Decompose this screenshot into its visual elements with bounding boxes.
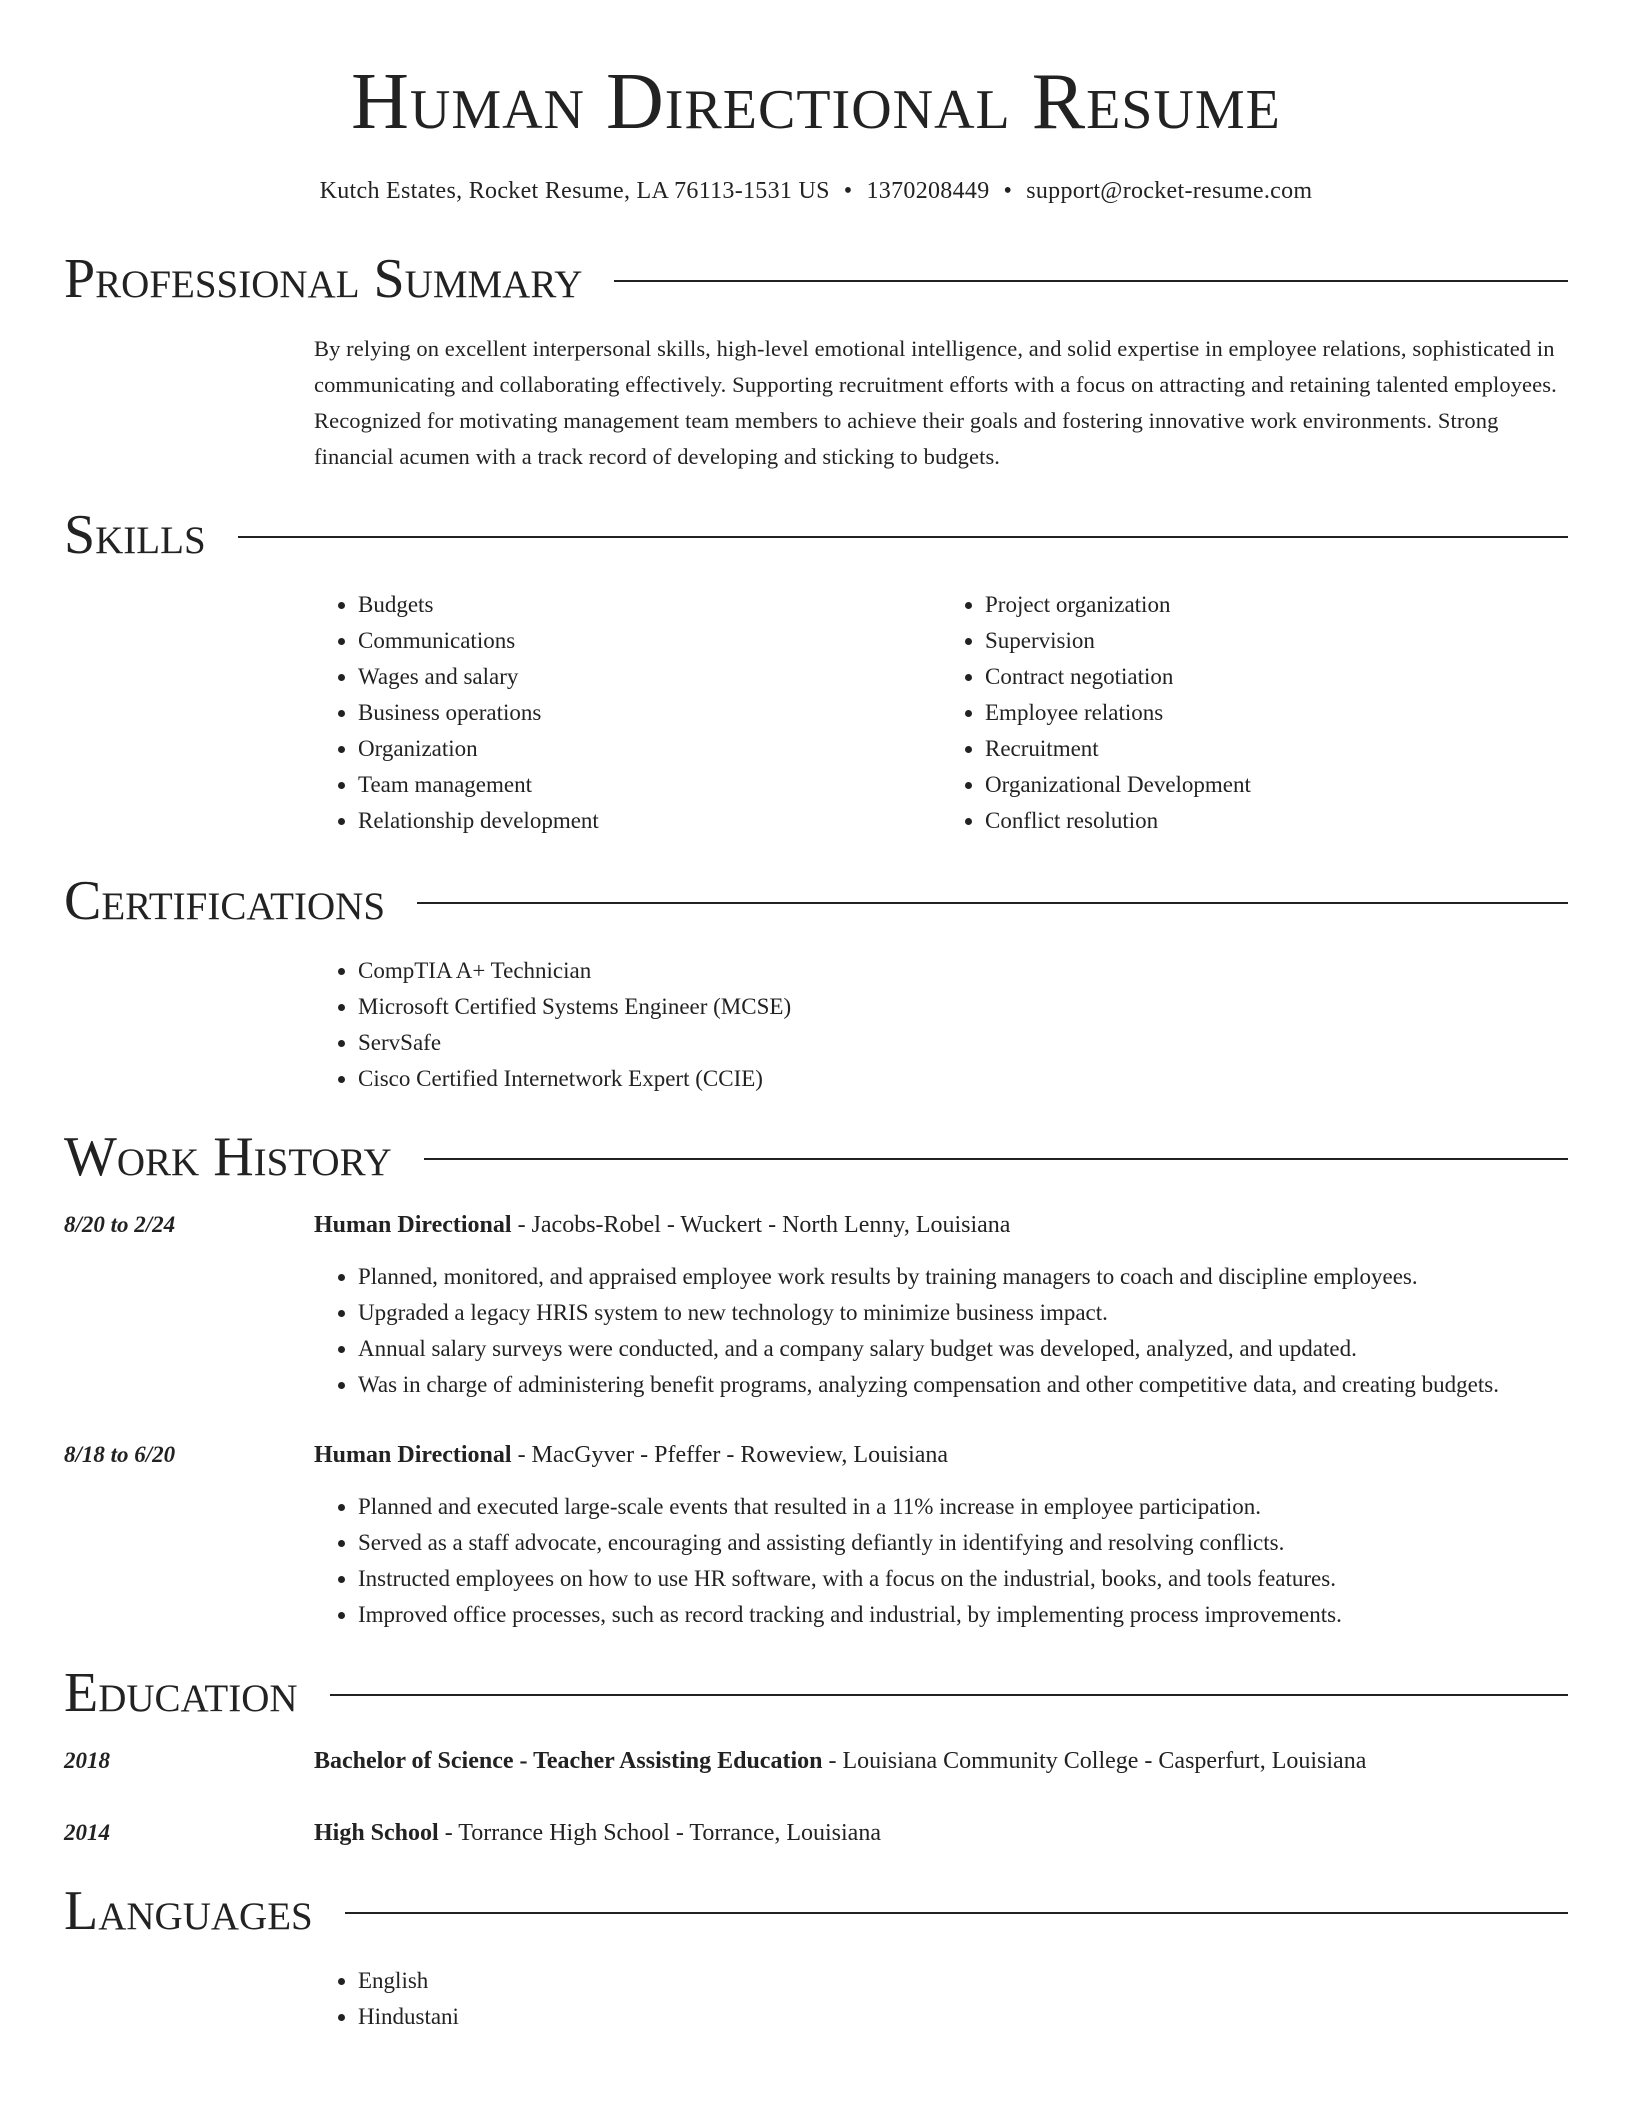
- list-item: • Served as a staff advocate, encouraging and assisting defiantly in identifying and resolving conflicts.: [358, 1525, 1568, 1561]
- education-details: - Torrance High School - Torrance, Louisiana: [438, 1820, 881, 1846]
- list-item: • Supervision: [985, 623, 1568, 659]
- list-item: • Communications: [358, 623, 941, 659]
- summary-text: By relying on excellent interpersonal skills, high-level emotional intelligence, and solid expertise in employee relations, sophisticated in communicating and collaborating effectively. Supporting recruitment efforts with a focus on attracting and retaining talented employees. Recognized for motivating management team members to achieve their goals and fostering innovative work environments. Strong financial acumen with a track record of developing and sticking to budgets.: [314, 336, 1557, 469]
- list-item: • CompTIA A+ Technician: [358, 953, 1568, 989]
- list-item: • Instructed employees on how to use HR software, with a focus on the industrial, books, and tools features.: [358, 1561, 1568, 1597]
- list-item: • Contract negotiation: [985, 659, 1568, 695]
- education-entry: [64, 1815, 1568, 1851]
- education-line: [314, 1743, 1366, 1779]
- job-title: Human Directional: [314, 1212, 512, 1238]
- section-heading: Certifications: [64, 870, 386, 932]
- job-title-line: [314, 1437, 948, 1473]
- education-section-header: [64, 1662, 1568, 1724]
- languages-list: [314, 1963, 1568, 2035]
- section-rule: [417, 902, 1568, 904]
- certifications-list: [314, 953, 1568, 1097]
- certifications-section-header: [64, 870, 1568, 932]
- job-bullets: [314, 1259, 1568, 1403]
- education-year: 2014: [64, 1820, 110, 1845]
- list-item: • English: [358, 1963, 1568, 1999]
- skills-list: [314, 587, 1568, 839]
- section-heading: Professional Summary: [64, 248, 583, 310]
- job-dates: 8/20 to 2/24: [64, 1212, 176, 1237]
- section-rule: [424, 1158, 1568, 1160]
- list-item: • ServSafe: [358, 1025, 1568, 1061]
- section-rule: [614, 280, 1568, 282]
- list-item: • Relationship development: [358, 803, 941, 839]
- section-rule: [238, 536, 1568, 538]
- list-item: • Cisco Certified Internetwork Expert (CCIE): [358, 1061, 1568, 1097]
- resume-page: [64, 0, 1568, 2035]
- job-title-line: [314, 1207, 1010, 1243]
- list-item: • Employee relations: [985, 695, 1568, 731]
- job-dates: 8/18 to 6/20: [64, 1442, 176, 1467]
- list-item: • Conflict resolution: [985, 803, 1568, 839]
- section-heading: Education: [64, 1662, 298, 1724]
- list-item: • Team management: [358, 767, 941, 803]
- section-heading: Languages: [64, 1880, 313, 1942]
- skills-column-right: [941, 587, 1568, 839]
- list-item: • Business operations: [358, 695, 941, 731]
- languages-section-header: [64, 1880, 1568, 1942]
- separator: •: [843, 178, 853, 204]
- job-bullets: [314, 1489, 1568, 1633]
- address: Kutch Estates, Rocket Resume, LA 76113-1531 US: [319, 178, 830, 204]
- resume-title: Human Directional Resume: [351, 58, 1281, 146]
- list-item: • Recruitment: [985, 731, 1568, 767]
- work-section-header: [64, 1126, 1568, 1188]
- list-item: • Organization: [358, 731, 941, 767]
- email: support@rocket-resume.com: [1026, 178, 1313, 204]
- section-rule: [330, 1694, 1568, 1696]
- list-item: • Project organization: [985, 587, 1568, 623]
- summary-section-header: [64, 248, 1568, 310]
- section-rule: [345, 1912, 1568, 1914]
- education-degree: High School: [314, 1820, 439, 1846]
- job-title: Human Directional: [314, 1442, 512, 1468]
- education-year: 2018: [64, 1748, 110, 1773]
- education-degree: Bachelor of Science - Teacher Assisting Education: [314, 1748, 823, 1774]
- list-item: • Planned, monitored, and appraised employee work results by training managers to coach and discipline employees.: [358, 1259, 1568, 1295]
- phone: 1370208449: [866, 178, 990, 204]
- list-item: • Upgraded a legacy HRIS system to new technology to minimize business impact.: [358, 1295, 1568, 1331]
- job-details: - Jacobs-Robel - Wuckert - North Lenny, Louisiana: [511, 1212, 1011, 1238]
- list-item: • Budgets: [358, 587, 941, 623]
- job-entry: [64, 1207, 1568, 1243]
- education-details: - Louisiana Community College - Casperfurt, Louisiana: [822, 1748, 1367, 1774]
- list-item: • Annual salary surveys were conducted, and a company salary budget was developed, analyzed, and updated.: [358, 1331, 1568, 1367]
- list-item: • Microsoft Certified Systems Engineer (MCSE): [358, 989, 1568, 1025]
- job-details: - MacGyver - Pfeffer - Roweview, Louisiana: [511, 1442, 949, 1468]
- job-entry: [64, 1437, 1568, 1473]
- section-heading: Work History: [64, 1126, 392, 1188]
- separator: •: [1003, 178, 1013, 204]
- education-entry: [64, 1743, 1568, 1779]
- skills-section-header: [64, 504, 1568, 566]
- section-heading: Skills: [64, 504, 206, 566]
- education-line: [314, 1815, 881, 1851]
- list-item: • Wages and salary: [358, 659, 941, 695]
- list-item: • Was in charge of administering benefit programs, analyzing compensation and other competitive data, and creating budgets.: [358, 1367, 1568, 1403]
- list-item: • Planned and executed large-scale events that resulted in a 11% increase in employee participation.: [358, 1489, 1568, 1525]
- list-item: • Organizational Development: [985, 767, 1568, 803]
- skills-column-left: [314, 587, 941, 839]
- contact-line: [64, 178, 1568, 205]
- list-item: • Improved office processes, such as record tracking and industrial, by implementing process improvements.: [358, 1597, 1568, 1633]
- list-item: • Hindustani: [358, 1999, 1568, 2035]
